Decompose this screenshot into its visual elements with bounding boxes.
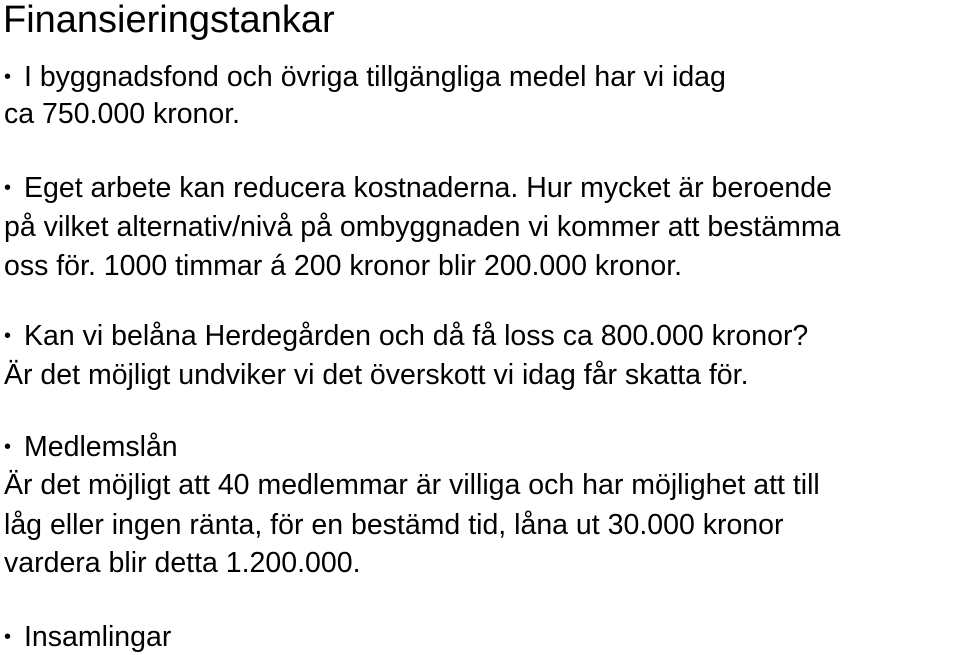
bullet-line: Är det möjligt undviker vi det överskott vi idag får skatta för. — [4, 359, 749, 391]
bullet-line — [4, 60, 726, 94]
slide-title: Finansieringstankar — [3, 0, 335, 41]
bullet-icon: • — [4, 325, 12, 347]
bullet-icon: • — [4, 177, 12, 199]
bullet-text: Kan vi belåna Herdegården och då få loss ca 800.000 kronor? — [24, 320, 809, 352]
bullet-line — [4, 171, 832, 205]
bullet-icon: • — [4, 66, 12, 88]
bullet-text: Medlemslån — [24, 431, 178, 463]
bullet-line — [4, 430, 178, 464]
bullet-icon: • — [4, 436, 12, 458]
bullet-line: vardera blir detta 1.200.000. — [4, 547, 361, 579]
bullet-line: oss för. 1000 timmar á 200 kronor blir 200.000 kronor. — [4, 250, 683, 282]
bullet-line: på vilket alternativ/nivå på ombyggnaden vi kommer att bestämma — [4, 211, 841, 243]
bullet-icon: • — [4, 626, 12, 648]
bullet-text: Insamlingar — [24, 621, 172, 653]
bullet-text: I byggnadsfond och övriga tillgängliga medel har vi idag — [24, 61, 726, 93]
bullet-line: Är det möjligt att 40 medlemmar är villiga och har möjlighet att till — [4, 469, 820, 501]
bullet-line: ca 750.000 kronor. — [4, 98, 241, 130]
bullet-line — [4, 620, 171, 654]
bullet-line — [4, 319, 808, 353]
bullet-text: Eget arbete kan reducera kostnaderna. Hur mycket är beroende — [24, 172, 832, 204]
bullet-line: låg eller ingen ränta, för en bestämd tid, låna ut 30.000 kronor — [4, 509, 784, 541]
